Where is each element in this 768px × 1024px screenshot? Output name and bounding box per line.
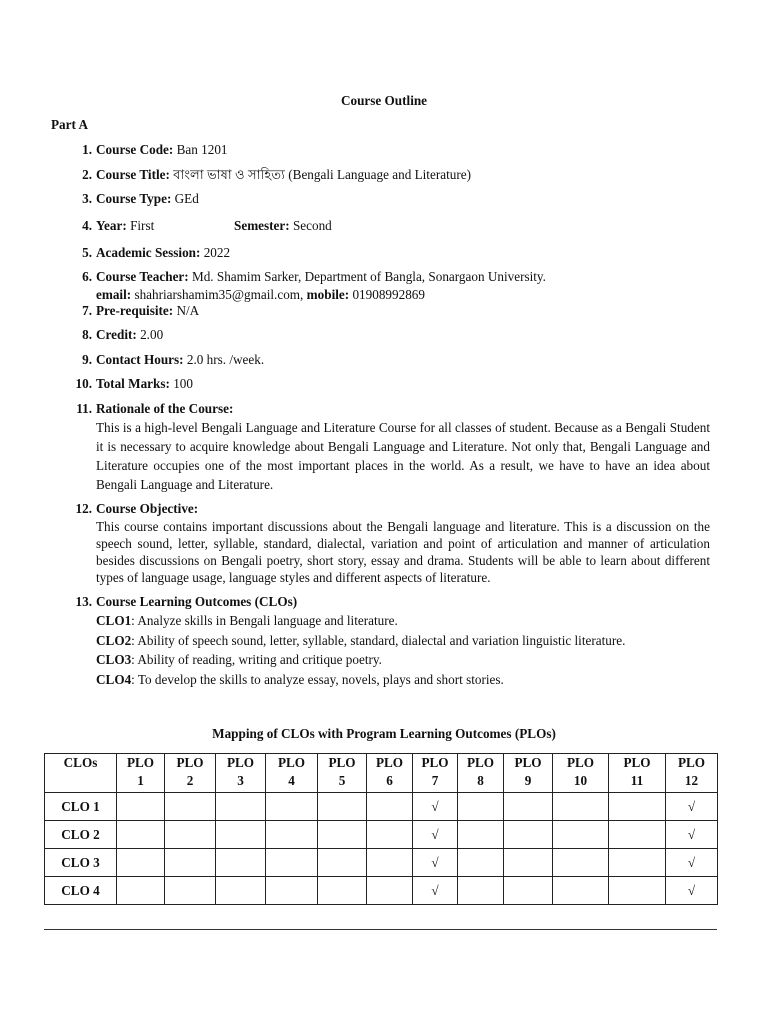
- mapping-cell: [216, 793, 266, 821]
- mapping-cell: [553, 877, 609, 905]
- item-value: 2.0 hrs. /week.: [183, 352, 265, 367]
- mapping-cell: [609, 793, 666, 821]
- mapping-cell: [504, 849, 553, 877]
- mapping-cell: [117, 877, 165, 905]
- mapping-check-cell: √: [666, 849, 718, 877]
- item-number: 1.: [82, 142, 92, 157]
- item-number: 2.: [82, 167, 92, 182]
- item-number: 3.: [82, 191, 92, 206]
- mobile-value: 01908992869: [349, 287, 425, 302]
- email-value: shahriarshamim35@gmail.com,: [131, 287, 307, 302]
- mapping-cell: [458, 849, 504, 877]
- mapping-cell: [165, 793, 216, 821]
- mapping-check-cell: √: [666, 793, 718, 821]
- item-number: 11.: [76, 401, 92, 416]
- mapping-title: Mapping of CLOs with Program Learning Outcomes (PLOs): [212, 726, 556, 741]
- mapping-cell: [318, 877, 367, 905]
- column-header-clos: CLOs: [45, 754, 117, 793]
- mapping-cell: [367, 793, 413, 821]
- column-header-plo: PLO 1: [117, 754, 165, 793]
- mapping-cell: [458, 877, 504, 905]
- clo-text: : Analyze skills in Bengali language and literature.: [131, 613, 398, 628]
- item-number: 12.: [75, 501, 92, 516]
- item-number: 9.: [82, 352, 92, 367]
- clo-item: [96, 670, 710, 690]
- clo-code: CLO2: [96, 632, 132, 648]
- column-header-plo: PLO 10: [553, 754, 609, 793]
- mapping-check-cell: √: [413, 849, 458, 877]
- semester-label: Semester:: [234, 218, 290, 233]
- clo-code: CLO3: [96, 652, 132, 667]
- mapping-cell: [165, 849, 216, 877]
- column-header-plo: PLO 5: [318, 754, 367, 793]
- mapping-cell: [266, 877, 318, 905]
- table-row: [45, 793, 718, 821]
- item-value: N/A: [173, 303, 200, 318]
- footer-divider: [44, 929, 717, 930]
- mapping-cell: [458, 793, 504, 821]
- mapping-cell: [367, 877, 413, 905]
- column-header-plo: PLO 4: [266, 754, 318, 793]
- mapping-cell: [318, 821, 367, 849]
- item-label: Academic Session:: [96, 245, 201, 260]
- item-label: Course Type:: [96, 191, 172, 206]
- clo-text: : To develop the skills to analyze essay, novels, plays and short stories.: [131, 671, 504, 687]
- item-value: 2.00: [136, 327, 164, 342]
- item-value: First: [126, 218, 155, 233]
- mapping-cell: [318, 849, 367, 877]
- item-value: বাংলা ভাষা ও সাহিত্য (Bengali Language and Literature): [169, 167, 471, 182]
- mapping-cell: [216, 877, 266, 905]
- mapping-cell: [553, 793, 609, 821]
- mapping-cell: [318, 793, 367, 821]
- table-header-row: [45, 754, 718, 793]
- mapping-cell: [117, 821, 165, 849]
- mapping-check-cell: √: [666, 821, 718, 849]
- mapping-cell: [553, 849, 609, 877]
- table-row: [45, 877, 718, 905]
- clo-item: [96, 650, 710, 670]
- mapping-cell: [553, 821, 609, 849]
- semester-value: Second: [289, 218, 332, 233]
- part-heading: Part A: [51, 117, 88, 132]
- page-title: Course Outline: [340, 93, 428, 108]
- item-number: 7.: [82, 303, 92, 318]
- mapping-cell: [609, 877, 666, 905]
- item-label: Course Learning Outcomes (CLOs): [96, 594, 298, 609]
- mapping-cell: [458, 821, 504, 849]
- mapping-check-cell: √: [413, 793, 458, 821]
- clo-item: [96, 631, 710, 651]
- item-label: Course Code:: [96, 142, 174, 157]
- item-number: 6.: [82, 269, 92, 284]
- clo-code: CLO4: [96, 671, 132, 687]
- row-header-clo: CLO 4: [45, 877, 117, 905]
- mapping-cell: [504, 821, 553, 849]
- item-label: Course Objective:: [96, 501, 199, 516]
- column-header-plo: PLO 12: [666, 754, 718, 793]
- item-value: GEd: [171, 191, 199, 206]
- column-header-plo: PLO 2: [165, 754, 216, 793]
- mapping-check-cell: √: [413, 821, 458, 849]
- rationale-text: This is a high-level Bengali Language and Literature Course for all classes of student. Because as a Bengali Student it is necessary to acquire knowledge about Bengali Language and Literature. Not only that, Bengali Language and Literature occupies one of the most important places in the world. As a result, we have to have an idea about Bengali Language and Literature.: [96, 420, 710, 492]
- clo-plo-mapping-table: [44, 753, 718, 905]
- item-label: Course Title:: [96, 167, 170, 182]
- item-value: Ban 1201: [173, 142, 228, 157]
- item-number: 13.: [75, 594, 92, 609]
- mapping-cell: [609, 821, 666, 849]
- row-header-clo: CLO 3: [45, 849, 117, 877]
- table-row: [45, 849, 718, 877]
- item-label: Contact Hours:: [96, 352, 184, 367]
- mapping-cell: [266, 849, 318, 877]
- column-header-plo: PLO 9: [504, 754, 553, 793]
- item-value: Md. Shamim Sarker, Department of Bangla, Sonargaon University.: [188, 269, 546, 284]
- mapping-cell: [266, 821, 318, 849]
- item-label: Total Marks:: [96, 376, 170, 391]
- column-header-plo: PLO 11: [609, 754, 666, 793]
- item-label: Pre-requisite:: [96, 303, 174, 318]
- mapping-cell: [266, 793, 318, 821]
- clo-text: : Ability of reading, writing and critique poetry.: [131, 652, 382, 667]
- item-label: Year:: [96, 218, 127, 233]
- item-label: Credit:: [96, 327, 137, 342]
- item-value: 100: [169, 376, 193, 391]
- objective-text: This course contains important discussions about the Bengali language and literature. This is a discussion on the speech sound, letter, syllable, standard, dialectal, variation and point of articulation and manner of articulation besides discussions on Bengali poetry, short story, essay and drama. Students will be able to learn about different types of language usage, language styles and different aspects of literature.: [96, 519, 710, 585]
- column-header-plo: PLO 3: [216, 754, 266, 793]
- semester: [234, 217, 332, 235]
- mapping-cell: [117, 793, 165, 821]
- mapping-check-cell: √: [666, 877, 718, 905]
- row-header-clo: CLO 1: [45, 793, 117, 821]
- clo-text: : Ability of speech sound, letter, syllable, standard, dialectal and variation linguistic literature.: [131, 632, 626, 648]
- item-number: 4.: [82, 218, 92, 233]
- mobile-label: mobile:: [306, 287, 350, 302]
- mapping-cell: [216, 849, 266, 877]
- email-label: email:: [96, 287, 132, 302]
- mapping-cell: [504, 793, 553, 821]
- item-number: 5.: [82, 245, 92, 260]
- mapping-check-cell: √: [413, 877, 458, 905]
- mapping-cell: [609, 849, 666, 877]
- column-header-plo: PLO 6: [367, 754, 413, 793]
- clo-item: [96, 611, 710, 631]
- mapping-cell: [367, 849, 413, 877]
- mapping-cell: [165, 877, 216, 905]
- item-label: Course Teacher:: [96, 269, 189, 284]
- row-header-clo: CLO 2: [45, 821, 117, 849]
- item-value: 2022: [200, 245, 231, 260]
- column-header-plo: PLO 7: [413, 754, 458, 793]
- mapping-cell: [117, 849, 165, 877]
- item-number: 10.: [75, 376, 92, 391]
- mapping-cell: [165, 821, 216, 849]
- mapping-cell: [367, 821, 413, 849]
- item-label: Rationale of the Course:: [96, 401, 234, 416]
- mapping-cell: [216, 821, 266, 849]
- item-number: 8.: [82, 327, 92, 342]
- column-header-plo: PLO 8: [458, 754, 504, 793]
- table-row: [45, 821, 718, 849]
- clo-code: CLO1: [96, 613, 132, 628]
- mapping-cell: [504, 877, 553, 905]
